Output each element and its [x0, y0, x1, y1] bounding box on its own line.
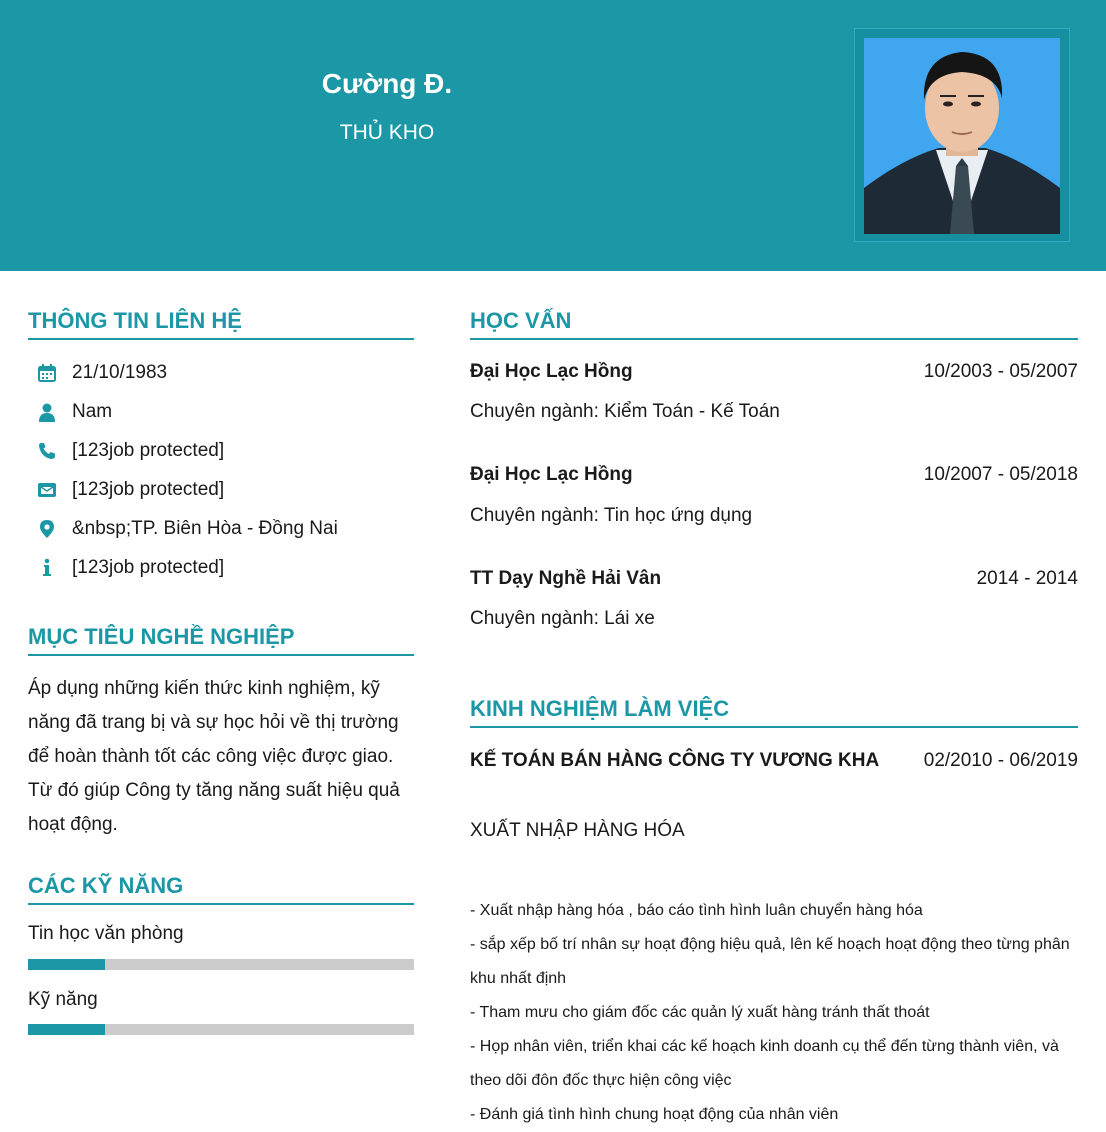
experience-duty-line: - Đánh giá tình hình chung hoạt động của nhân viên [470, 1106, 839, 1123]
contact-text: Nam [72, 401, 113, 422]
education-major: Chuyên ngành: Tin học ứng dụng [470, 505, 753, 526]
skill-progress-bar [28, 1024, 414, 1035]
phone-icon [36, 440, 58, 462]
contact-text: [123job protected] [72, 557, 225, 578]
skill-progress-fill [28, 959, 105, 970]
education-major: Chuyên ngành: Kiểm Toán - Kế Toán [470, 401, 780, 422]
contact-text: [123job protected] [72, 440, 225, 461]
education-date: 10/2003 - 05/2007 [923, 361, 1078, 382]
education-school: Đại Học Lạc Hồng [470, 361, 633, 382]
contact-text: 21/10/1983 [72, 362, 168, 383]
envelope-icon [36, 479, 58, 501]
experience-heading: KINH NGHIỆM LÀM VIỆC [470, 696, 1078, 728]
experience-duty-line: - Xuất nhập hàng hóa , báo cáo tình hình luân chuyển hàng hóa [470, 902, 923, 919]
education-school: TT Dạy Nghề Hải Vân [470, 568, 662, 589]
contact-item-email [36, 478, 224, 502]
experience-duty-line: - sắp xếp bố trí nhân sự hoạt động hiệu quả, lên kế hoạch hoạt động theo từng phân khu nhất định [470, 936, 1070, 987]
contact-item-gender [36, 400, 112, 424]
experience-date: 02/2010 - 06/2019 [923, 750, 1078, 771]
header-banner [0, 0, 1106, 271]
candidate-name: Cường Đ. [321, 68, 453, 99]
contact-item-phone [36, 439, 224, 463]
education-heading: HỌC VẤN [470, 308, 1078, 340]
skill-progress-fill [28, 1024, 105, 1035]
contact-item-info [36, 556, 224, 580]
profile-photo-frame [854, 28, 1070, 242]
experience-duty-line: - Tham mưu cho giám đốc các quản lý xuất hàng tránh thất thoát [470, 1004, 930, 1021]
experience-position: XUẤT NHẬP HÀNG HÓA [470, 820, 685, 841]
education-date: 10/2007 - 05/2018 [923, 464, 1078, 485]
skill-label: Tin học văn phòng [28, 923, 184, 944]
profile-photo [864, 38, 1060, 234]
skill-label: Kỹ năng [28, 989, 98, 1010]
info-icon [36, 557, 58, 579]
contact-text: &nbsp;TP. Biên Hòa - Đồng Nai [72, 518, 338, 539]
calendar-icon [36, 362, 58, 384]
contact-item-address [36, 517, 338, 541]
skill-progress-bar [28, 959, 414, 970]
objective-heading: MỤC TIÊU NGHỀ NGHIỆP [28, 624, 414, 656]
map-pin-icon [36, 518, 58, 540]
education-major: Chuyên ngành: Lái xe [470, 608, 655, 629]
contact-text: [123job protected] [72, 479, 225, 500]
contact-heading: THÔNG TIN LIÊN HỆ [28, 308, 414, 340]
experience-job-title: KẾ TOÁN BÁN HÀNG CÔNG TY VƯƠNG KHA [470, 750, 880, 771]
user-icon [36, 401, 58, 423]
education-date: 2014 - 2014 [976, 568, 1078, 589]
experience-duties [470, 894, 1078, 1132]
objective-text: Áp dụng những kiến thức kinh nghiệm, kỹ năng đã trang bị và sự học hỏi về thị trường để hoàn thành tốt các công việc được giao. Từ đó giúp Công ty tăng năng suất hiệu quả hoạt động. [28, 678, 400, 835]
contact-item-birthdate [36, 361, 167, 385]
education-school: Đại Học Lạc Hồng [470, 464, 633, 485]
job-title: THỦ KHO [339, 121, 435, 144]
experience-duty-line: - Họp nhân viên, triển khai các kế hoạch kinh doanh cụ thể đến từng thành viên, và theo dõi đôn đốc thực hiện công việc [470, 1038, 1059, 1089]
skills-heading: CÁC KỸ NĂNG [28, 873, 414, 905]
